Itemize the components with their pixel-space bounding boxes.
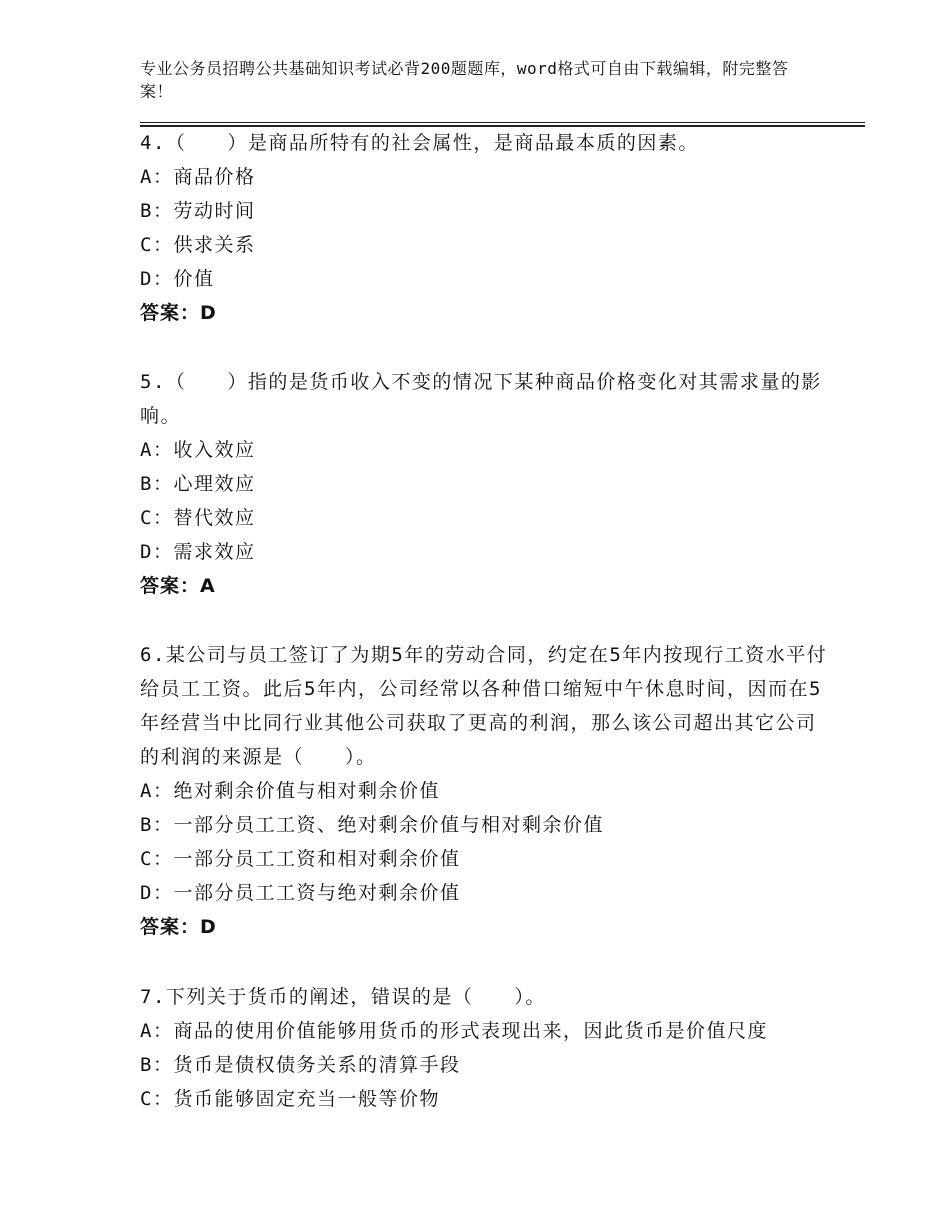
question-stem: 4.（ ）是商品所特有的社会属性，是商品最本质的因素。 xyxy=(140,132,699,154)
option-a: A：商品价格 xyxy=(140,166,256,188)
option-c: C：货币能够固定充当一般等价物 xyxy=(140,1088,440,1110)
question-stem: 6.某公司与员工签订了为期5年的劳动合同，约定在5年内按现行工资水平付给员工工资。此后5年内，公司经常以各种借口缩短中午休息时间，因而在5年经营当中比同行业其他公司获取了更高的利润，那么该公司超出其它公司的利润的来源是（ ）。 xyxy=(140,644,828,768)
question-5 xyxy=(140,365,830,603)
option-c: C：替代效应 xyxy=(140,507,256,529)
option-d: D：一部分员工工资与绝对剩余价值 xyxy=(140,882,461,904)
option-b: B：心理效应 xyxy=(140,473,256,495)
option-b: B：货币是债权债务关系的清算手段 xyxy=(140,1054,461,1076)
option-d: D：需求效应 xyxy=(140,541,256,563)
answer: 答案：D xyxy=(140,302,217,324)
question-7 xyxy=(140,980,830,1116)
question-4 xyxy=(140,126,830,330)
document-header: 专业公务员招聘公共基础知识考试必背200题题库，word格式可自由下载编辑，附完整答案！ xyxy=(140,59,789,101)
question-stem: 7.下列关于货币的阐述，错误的是（ ）。 xyxy=(140,986,546,1008)
option-c: C：一部分员工工资和相对剩余价值 xyxy=(140,848,461,870)
option-b: B：一部分员工工资、绝对剩余价值与相对剩余价值 xyxy=(140,814,604,836)
question-stem: 5.（ ）指的是货币收入不变的情况下某种商品价格变化对其需求量的影响。 xyxy=(140,371,822,427)
option-c: C：供求关系 xyxy=(140,234,256,256)
option-b: B：劳动时间 xyxy=(140,200,256,222)
header-rule-thin xyxy=(140,122,865,123)
option-d: D：价值 xyxy=(140,268,215,290)
option-a: A：商品的使用价值能够用货币的形式表现出来，因此货币是价值尺度 xyxy=(140,1020,768,1042)
answer: 答案：A xyxy=(140,575,216,597)
answer: 答案：D xyxy=(140,916,217,938)
question-6 xyxy=(140,638,830,944)
option-a: A：收入效应 xyxy=(140,439,256,461)
option-a: A：绝对剩余价值与相对剩余价值 xyxy=(140,780,440,802)
